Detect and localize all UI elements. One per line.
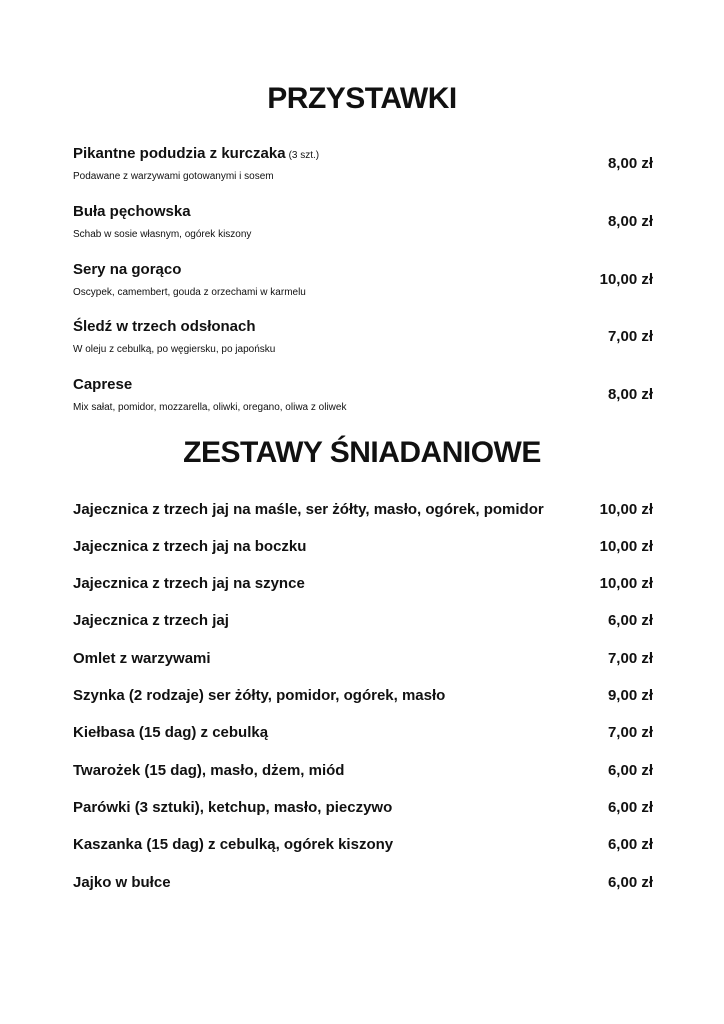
item-price: 8,00 zł bbox=[607, 386, 653, 403]
item-name: Szynka (2 rodzaje) ser żółty, pomidor, ogórek, masło bbox=[73, 687, 446, 704]
menu-item bbox=[73, 836, 653, 858]
item-name: Twarożek (15 dag), masło, dżem, miód bbox=[73, 762, 345, 779]
item-name: Omlet z warzywami bbox=[73, 650, 211, 667]
menu-item bbox=[73, 799, 653, 821]
item-name: Jajecznica z trzech jaj na boczku bbox=[73, 538, 307, 555]
item-price: 7,00 zł bbox=[607, 724, 653, 741]
item-price: 6,00 zł bbox=[607, 874, 653, 891]
item-description: Mix sałat, pomidor, mozzarella, oliwki, oregano, oliwa z oliwek bbox=[73, 402, 347, 413]
item-price: 10,00 zł bbox=[599, 271, 653, 288]
item-price: 7,00 zł bbox=[607, 650, 653, 667]
menu-item bbox=[73, 687, 653, 709]
item-name: Buła pęchowska bbox=[73, 203, 191, 220]
item-name: Kaszanka (15 dag) z cebulką, ogórek kiszony bbox=[73, 836, 394, 853]
item-name: Jajecznica z trzech jaj bbox=[73, 612, 229, 629]
item-price: 8,00 zł bbox=[607, 155, 653, 172]
menu-item bbox=[73, 145, 653, 195]
item-name: Jajko w bułce bbox=[73, 874, 171, 891]
menu-item bbox=[73, 612, 653, 634]
item-price: 8,00 zł bbox=[607, 213, 653, 230]
item-price: 6,00 zł bbox=[607, 612, 653, 629]
item-price: 10,00 zł bbox=[599, 538, 653, 555]
section-title-appetizers: PRZYSTAWKI bbox=[267, 82, 457, 115]
menu-item bbox=[73, 762, 653, 784]
menu-item bbox=[73, 203, 653, 253]
menu-item bbox=[73, 874, 653, 896]
item-name-wrapper bbox=[73, 145, 319, 162]
item-name: Kiełbasa (15 dag) z cebulką bbox=[73, 724, 269, 741]
menu-item bbox=[73, 650, 653, 672]
menu-item bbox=[73, 261, 653, 311]
item-description: Schab w sosie własnym, ogórek kiszony bbox=[73, 229, 252, 240]
item-price: 7,00 zł bbox=[607, 328, 653, 345]
menu-item bbox=[73, 501, 653, 523]
menu-item bbox=[73, 376, 653, 426]
item-description: Podawane z warzywami gotowanymi i sosem bbox=[73, 171, 274, 182]
item-quantity: (3 szt.) bbox=[288, 150, 320, 161]
item-price: 10,00 zł bbox=[599, 501, 653, 518]
item-name: Pikantne podudzia z kurczaka bbox=[73, 145, 286, 162]
item-price: 10,00 zł bbox=[599, 575, 653, 592]
item-price: 6,00 zł bbox=[607, 799, 653, 816]
item-name: Jajecznica z trzech jaj na szynce bbox=[73, 575, 305, 592]
item-price: 6,00 zł bbox=[607, 836, 653, 853]
menu-item bbox=[73, 318, 653, 368]
item-description: Oscypek, camembert, gouda z orzechami w karmelu bbox=[73, 287, 306, 298]
item-description: W oleju z cebulką, po węgiersku, po japońsku bbox=[73, 344, 276, 355]
item-price: 9,00 zł bbox=[607, 687, 653, 704]
item-name: Parówki (3 sztuki), ketchup, masło, pieczywo bbox=[73, 799, 393, 816]
item-name: Jajecznica z trzech jaj na maśle, ser żółty, masło, ogórek, pomidor bbox=[73, 501, 544, 518]
item-name: Śledź w trzech odsłonach bbox=[73, 318, 256, 335]
item-price: 6,00 zł bbox=[607, 762, 653, 779]
item-name: Sery na gorąco bbox=[73, 261, 182, 278]
item-name: Caprese bbox=[73, 376, 133, 393]
menu-item bbox=[73, 575, 653, 597]
section-title-breakfast: ZESTAWY ŚNIADANIOWE bbox=[183, 436, 541, 469]
menu-item bbox=[73, 724, 653, 746]
menu-item bbox=[73, 538, 653, 560]
